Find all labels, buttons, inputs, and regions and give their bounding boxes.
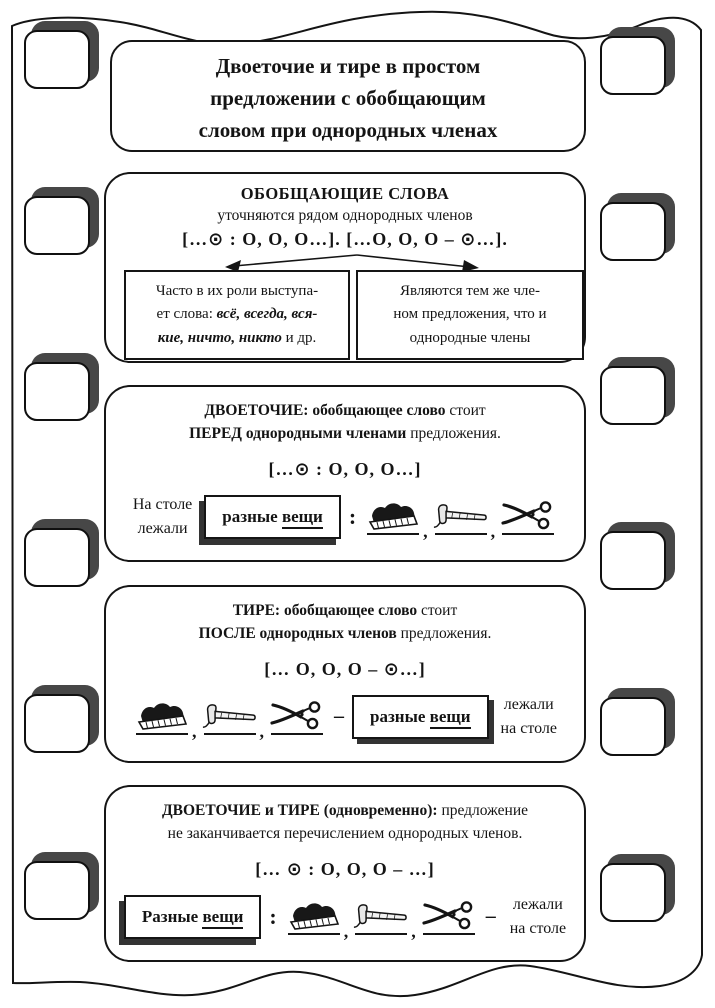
dash-sign: – [485,905,496,927]
list-item [432,503,490,535]
film-frame [600,202,666,261]
comma-sign: , [343,920,349,941]
sentence-words: лежали на столе [500,695,557,737]
rule-heading: стоит [417,602,458,619]
word-blank [136,733,188,735]
scheme-formula: [… ⊙ : О, О, О – …] [255,858,435,879]
comma-sign: , [259,720,265,741]
colon-sign: : [269,903,277,929]
rule-heading: ПОСЛЕ однородных членов [198,625,397,643]
film-frame [24,528,90,587]
list-item [364,499,422,535]
generalizing-word-box: разные вещи [204,495,341,539]
generalizing-words-box [104,172,586,363]
brush-icon [135,699,189,731]
film-frame [24,30,90,89]
page-title-line: предложении с обобщающим [210,85,486,110]
often-role-note-box [124,270,350,360]
hammer-icon [351,903,411,931]
same-member-note-box [356,270,584,360]
homogeneous-items [133,699,326,741]
list-item [285,899,343,935]
note-text: ет слова: [156,306,217,323]
note-text: и др. [281,329,317,346]
example-sentence [106,893,584,941]
film-frame [600,863,666,922]
note-text: Являются тем же чле- [399,283,541,299]
word-blank [288,933,340,935]
rule-heading: ДВОЕТОЧИЕ и ТИРЕ (одновременно): [161,802,438,819]
title-box [110,40,586,152]
film-frame [24,694,90,753]
page-title-line: словом при однородных членах [198,117,498,142]
section-heading: ОБОБЩАЮЩИЕ СЛОВА [240,184,450,203]
note-emphasis: всё, всегда, вся- [216,306,318,323]
film-frame [600,531,666,590]
page-title-line: Двоеточие и тире в простом [215,54,481,78]
example-sentence [106,493,584,541]
comma-sign: , [423,520,428,541]
brush-icon [287,899,341,931]
comma-sign: , [490,520,496,541]
sentence-words: лежали на столе [509,895,567,937]
colon-rule-box [104,385,586,562]
list-item [499,499,557,535]
film-frame [600,36,666,95]
colon-sign: : [348,503,357,529]
section-subtitle: уточняются рядом однородных членов [217,207,473,224]
film-frame [24,362,90,421]
comma-sign: , [411,920,416,941]
word-blank [355,933,407,935]
comma-sign: , [192,720,197,741]
list-item [133,699,191,735]
brush-icon [366,499,420,531]
word-blank [271,733,323,735]
scheme-formula: [… О, О, О – ⊙…] [264,658,426,679]
example-sentence [106,693,584,741]
word-blank [367,533,419,535]
scissors-icon [270,699,324,731]
scheme-formula: […⊙ : О, О, О…]. […О, О, О – ⊙…]. [182,229,508,249]
scissors-icon [501,499,555,531]
homogeneous-items [285,899,478,941]
hammer-icon [431,503,491,531]
dash-sign: – [334,705,345,727]
word-blank [204,733,256,735]
list-item [352,903,410,935]
list-item [201,703,259,735]
note-text: Часто в их роли выступа- [155,283,319,299]
rule-heading: ДВОЕТОЧИЕ: обобщающее слово [204,402,446,419]
rule-heading: стоит [445,402,486,419]
film-frame [24,196,90,255]
rule-heading: предложения. [396,625,492,643]
hammer-icon [200,703,260,731]
dash-rule-box [104,585,586,763]
rule-heading: предложения. [406,425,501,443]
scissors-icon [422,899,476,931]
rule-heading: не заканчивается перечислением однородных членов. [167,825,523,843]
list-item [420,899,478,935]
generalizing-word-box: Разные вещи [124,895,261,939]
film-frame [600,366,666,425]
word-blank [502,533,554,535]
word-blank [435,533,487,535]
note-emphasis: кие, ничто, никто [157,329,282,346]
list-item [268,699,326,735]
film-frame [24,861,90,920]
rule-heading: ПЕРЕД однородными членами [189,425,407,443]
rule-heading: ТИРЕ: обобщающее слово [232,602,418,619]
colon-and-dash-rule-box [104,785,586,962]
generalizing-word-box: разные вещи [352,695,489,739]
sentence-words: На столе лежали [132,495,193,537]
homogeneous-items [364,499,557,541]
scheme-formula: […⊙ : О, О, О…] [268,458,422,479]
note-text: ном предложения, что и [393,306,547,323]
note-text: однородные члены [409,329,531,346]
film-frame [600,697,666,756]
rule-heading: предложение [437,802,528,819]
word-blank [423,933,475,935]
